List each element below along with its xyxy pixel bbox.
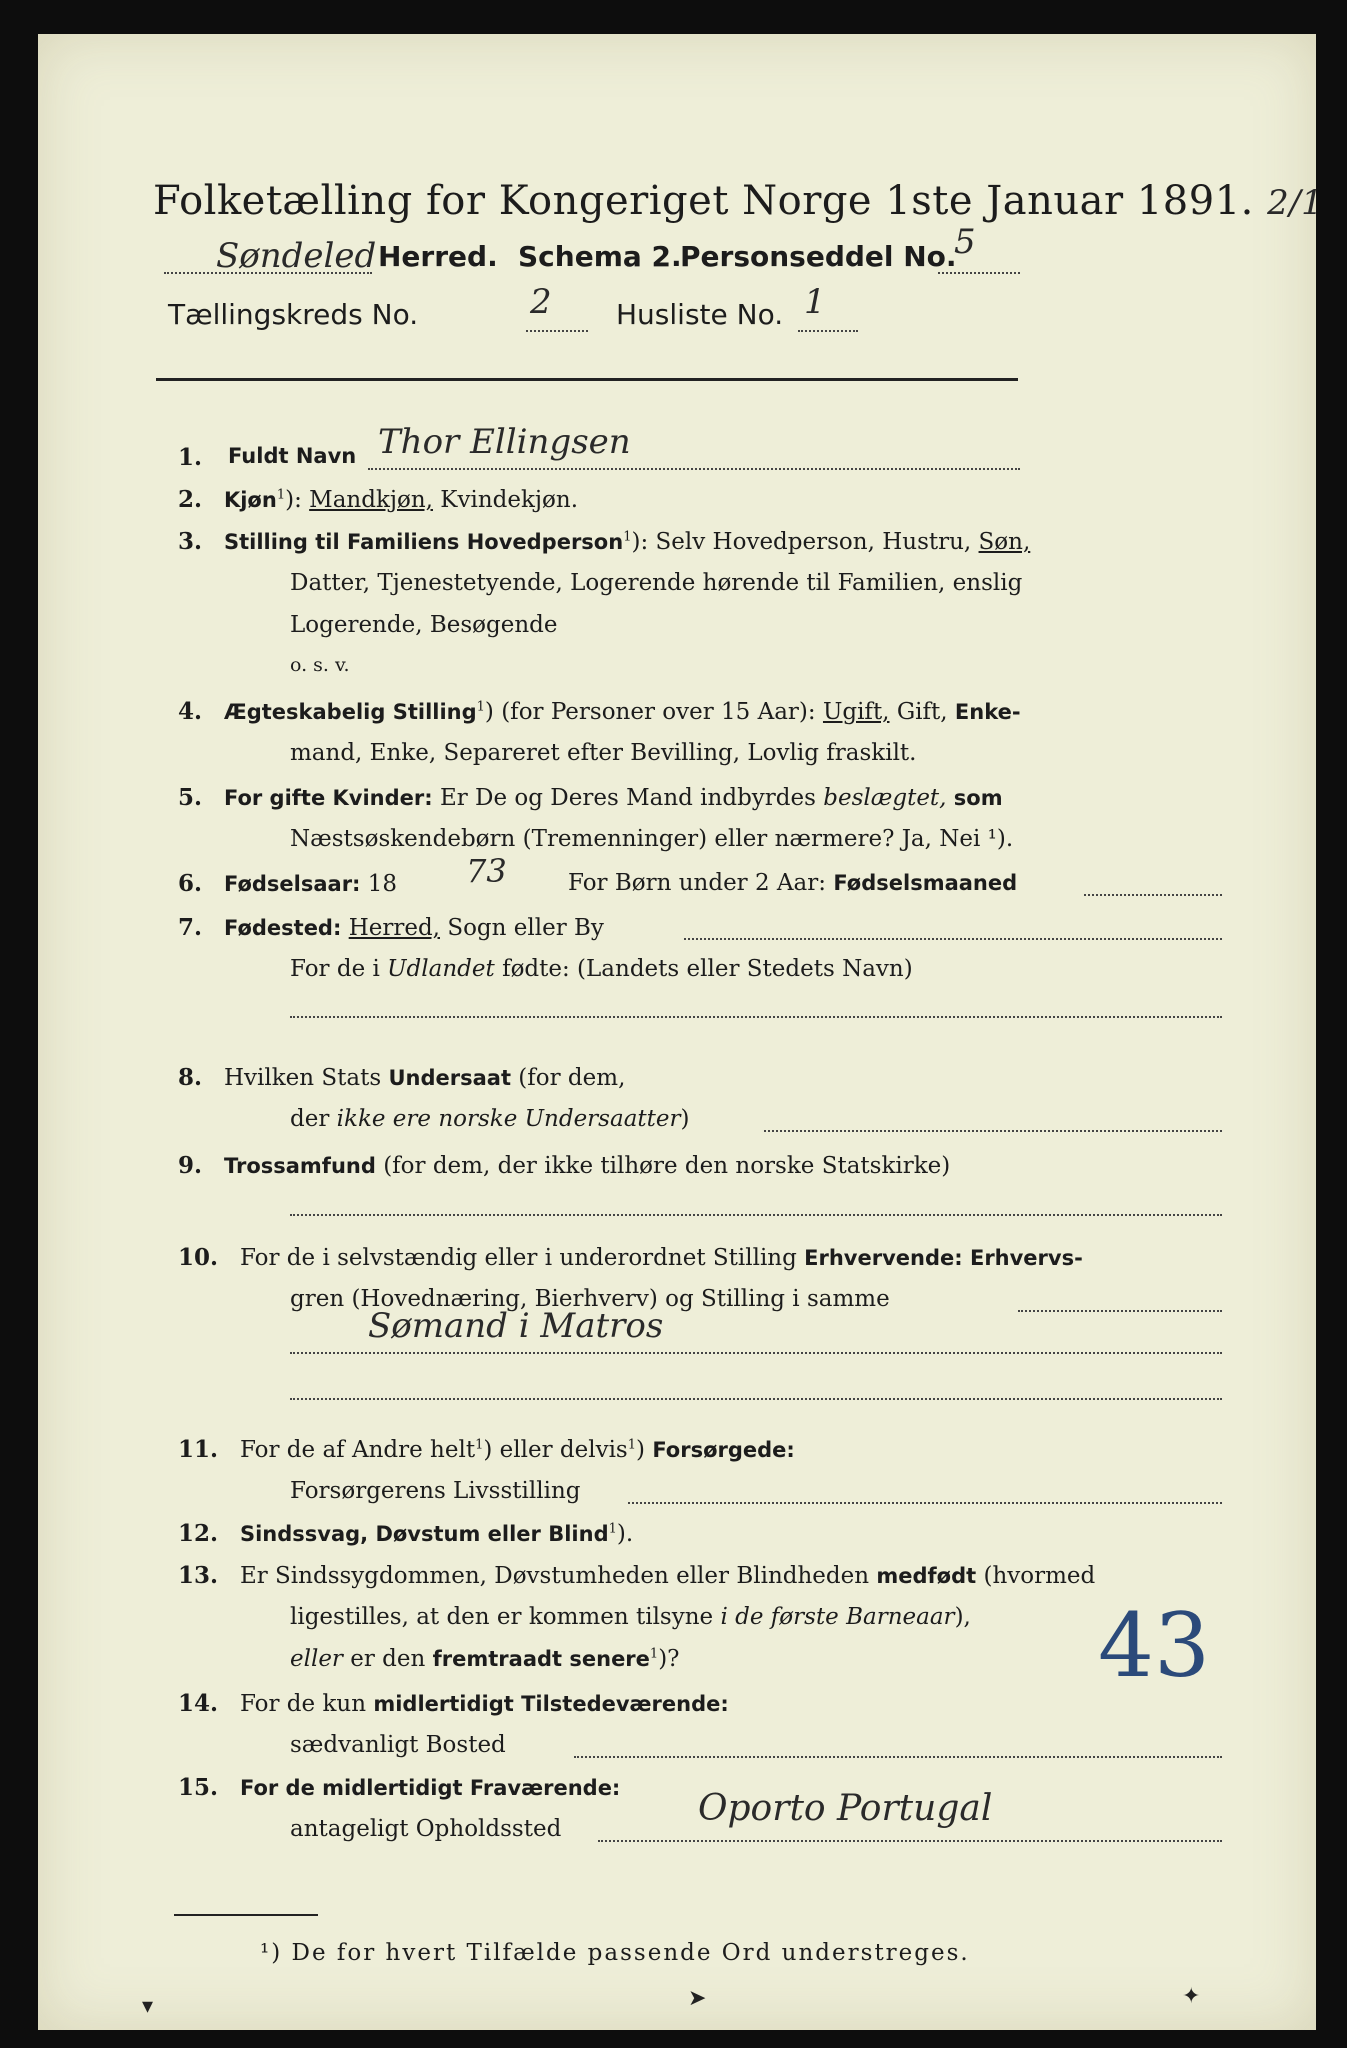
q13-line3: eller er den fremtraadt senere$^1$)? <box>290 1646 680 1672</box>
husliste-dots <box>798 330 858 332</box>
header-rule <box>156 378 1018 381</box>
q4-row <box>178 698 1021 725</box>
q11-line1-b: ) eller delvis <box>483 1437 628 1463</box>
q4-line2: mand, Enke, Separeret efter Bevilling, Lovlig fraskilt. <box>290 740 917 766</box>
q3-selected: Søn, <box>978 529 1031 555</box>
q8-dots <box>764 1130 1222 1132</box>
q9-row <box>178 1152 950 1179</box>
q15-line2: antageligt Opholdssted <box>290 1816 562 1842</box>
q11-line1-a: For de af Andre helt <box>239 1437 476 1463</box>
q2-row <box>178 486 578 513</box>
q10-line1-b: Erhvervs- <box>969 1246 1083 1270</box>
registration-mark-right: ✦ <box>1182 1984 1201 2009</box>
q6-value: 73 <box>466 852 507 890</box>
q2-num: 2. <box>178 486 203 513</box>
q6-row <box>178 870 397 897</box>
q4-condition: ) (for Personer over 15 Aar): <box>484 699 816 725</box>
q15-label: For de midlertidigt Fraværende: <box>239 1776 621 1800</box>
q5-row <box>178 784 1003 811</box>
q14-line1-a: For de kun <box>239 1691 367 1717</box>
herred-value: Søndeled <box>216 236 377 276</box>
q13-line3-bold: fremtraadt senere <box>432 1647 650 1671</box>
q3-line4: o. s. v. <box>290 654 350 676</box>
schema-label: Schema 2. <box>518 240 682 273</box>
q8-line2-italic: ikke ere norske Undersaatter <box>336 1106 681 1132</box>
q10-line4-dots <box>290 1398 1222 1400</box>
q13-line3-a: er den <box>350 1646 426 1672</box>
q8-line2-b: ) <box>680 1106 690 1132</box>
q14-line2: sædvanligt Bosted <box>290 1732 506 1758</box>
q12-label: Sindssvag, Døvstum eller Blind <box>239 1522 609 1546</box>
q13-line1-a: Er Sindssygdommen, Døvstumheden eller Blindheden <box>239 1563 870 1589</box>
q7-line2 <box>290 956 913 982</box>
q14-num: 14. <box>178 1690 219 1717</box>
q13-line3-italic: eller <box>290 1646 343 1672</box>
q2-sep: ): <box>285 487 302 513</box>
q7-line3-dots <box>290 1016 1222 1018</box>
q2-option-mandkjon: Mandkjøn, <box>309 487 433 513</box>
q3-row <box>178 528 1030 555</box>
margin-note: 43 <box>1098 1594 1210 1697</box>
q13-line2-b: ), <box>954 1604 971 1630</box>
q8-num: 8. <box>178 1064 203 1091</box>
q1-num: 1. <box>178 444 203 471</box>
q5-line2: Næstsøskendebørn (Tremenninger) eller nærmere? Ja, Nei ¹). <box>290 826 1014 852</box>
q9-rest: (for dem, der ikke tilhøre den norske Statskirke) <box>383 1153 951 1179</box>
q11-row: 11. For de af Andre helt$^1$) eller delvis$^1$) Forsørgede: <box>178 1436 795 1463</box>
q1-label: Fuldt Navn <box>228 444 357 468</box>
q4-option-gift: Gift, <box>896 699 948 725</box>
q8-line1-b: (for dem, <box>518 1065 626 1091</box>
q4-num: 4. <box>178 698 203 725</box>
q6-num: 6. <box>178 870 203 897</box>
q6-rest <box>568 870 1017 896</box>
q7-line2-b: fødte: (Landets eller Stedets Navn) <box>502 956 913 982</box>
q7-selected: Herred, <box>348 915 440 941</box>
personseddel-dots <box>938 272 1020 274</box>
husliste-value: 1 <box>804 282 826 322</box>
registration-mark-left: ▾ <box>142 1994 154 2019</box>
q7-line2-a: For de i <box>290 956 380 982</box>
q12-num: 12. <box>178 1520 219 1547</box>
q5-label: For gifte Kvinder: <box>223 786 433 810</box>
q8-label: Undersaat <box>388 1066 511 1090</box>
q7-rest: Sogn eller By <box>447 915 604 941</box>
q10-label: Erhvervende: <box>804 1246 963 1270</box>
title-text: Folketælling for Kongeriget Norge 1ste Januar 1891. <box>153 178 1254 224</box>
q1-dots <box>368 468 1020 470</box>
title-annotation: 2/1 <box>1267 183 1324 223</box>
q10-line1-a: For de i selvstændig eller i underordnet Stilling <box>239 1245 797 1271</box>
q15-dots <box>598 1840 1222 1842</box>
q10-line2: gren (Hovednæring, Bierhverv) og Stilling i samme <box>290 1286 890 1312</box>
q10-num: 10. <box>178 1244 219 1271</box>
footnote-rule <box>174 1914 318 1916</box>
q15-row <box>178 1774 620 1801</box>
q9-label: Trossamfund <box>223 1154 376 1178</box>
footnote: ¹) De for hvert Tilfælde passende Ord understreges. <box>260 1940 970 1966</box>
q5-end: som <box>953 786 1003 810</box>
q3-sup: 1 <box>623 529 632 545</box>
q13-label: medfødt <box>876 1564 977 1588</box>
kreds-dots <box>526 330 588 332</box>
q2-label: Kjøn <box>223 488 277 512</box>
q3-num: 3. <box>178 528 203 555</box>
personseddel-label: Personseddel No. <box>680 240 957 273</box>
q5-question: Er De og Deres Mand indbyrdes <box>439 785 816 811</box>
q11-label: Forsørgede: <box>652 1438 795 1462</box>
kreds-label: Tællingskreds No. <box>168 298 419 331</box>
q14-dots <box>574 1756 1222 1758</box>
registration-mark-center: ➤ <box>688 1986 707 2011</box>
q6-dots <box>1084 894 1222 896</box>
q12-row: 12. Sindssvag, Døvstum eller Blind$^1$). <box>178 1520 634 1547</box>
q10-line3-dots <box>290 1352 1222 1354</box>
q13-row <box>178 1562 1095 1589</box>
census-form <box>38 34 1324 2030</box>
q1-value: Thor Ellingsen <box>378 422 631 462</box>
q7-num: 7. <box>178 914 203 941</box>
q14-label: midlertidigt Tilstedeværende: <box>373 1692 729 1716</box>
q11-num: 11. <box>178 1436 219 1463</box>
q10-row <box>178 1244 1083 1271</box>
q5-italic: beslægtet, <box>823 785 947 811</box>
q11-line2: Forsørgerens Livsstilling <box>290 1478 581 1504</box>
q8-line2 <box>290 1106 689 1132</box>
q3-line2: Datter, Tjenestetyende, Logerende hørende til Familien, enslig <box>290 570 1023 596</box>
q13-line2-italic: i de første Barneaar <box>720 1604 955 1630</box>
q4-sup: 1 <box>476 699 485 715</box>
kreds-value: 2 <box>530 282 552 322</box>
form-title <box>153 178 1323 224</box>
q15-num: 15. <box>178 1774 219 1801</box>
q13-line3-b: )? <box>658 1646 680 1672</box>
herred-label: Herred. <box>378 240 498 273</box>
q6-label: Fødselsaar: <box>223 872 361 896</box>
q9-num: 9. <box>178 1152 203 1179</box>
q7-row <box>178 914 604 941</box>
q4-label: Ægteskabelig Stilling <box>223 700 477 724</box>
q8-line1-a: Hvilken Stats <box>223 1065 382 1091</box>
personseddel-value: 5 <box>954 222 976 262</box>
q13-line1-b: (hvormed <box>983 1563 1096 1589</box>
q6-rest-label: Fødselsmaaned <box>833 871 1018 895</box>
q12-end: ). <box>616 1521 634 1547</box>
q3-line3: Logerende, Besøgende <box>290 612 558 638</box>
q15-value: Oporto Portugal <box>698 1788 993 1829</box>
q14-row <box>178 1690 729 1717</box>
q13-line2 <box>290 1604 971 1630</box>
q9-dots <box>290 1214 1222 1216</box>
q3-label: Stilling til Familiens Hovedperson <box>223 530 624 554</box>
q10-value: Sømand i Matros <box>368 1306 664 1346</box>
q10-line2-dots <box>1018 1310 1222 1312</box>
q6-prefix: 18 <box>367 871 398 897</box>
q7-dots <box>684 938 1222 940</box>
q3-options: ): Selv Hovedperson, Hustru, <box>631 529 972 555</box>
q2-option-kvindekjon: Kvindekjøn. <box>440 487 579 513</box>
q4-selected: Ugift, <box>822 699 890 725</box>
q4-option-enke: Enke- <box>954 700 1021 724</box>
q11-dots <box>628 1502 1222 1504</box>
q7-line2-italic: Udlandet <box>387 956 495 982</box>
q8-row <box>178 1064 625 1091</box>
q2-sup: 1 <box>276 487 286 503</box>
husliste-label: Husliste No. <box>616 298 784 331</box>
q13-line2-a: ligestilles, at den er kommen tilsyne <box>290 1604 714 1630</box>
q7-label: Fødested: <box>223 916 342 940</box>
q5-num: 5. <box>178 784 203 811</box>
q13-num: 13. <box>178 1562 219 1589</box>
q8-line2-a: der <box>290 1106 330 1132</box>
q6-rest-text: For Børn under 2 Aar: <box>568 870 826 896</box>
